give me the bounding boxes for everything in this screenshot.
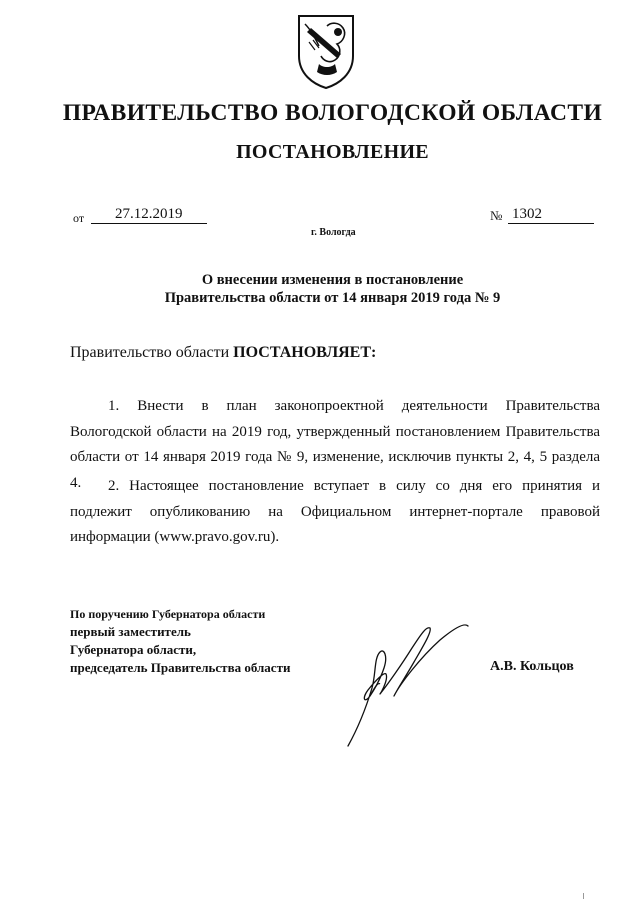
position-line-2: Губернатора области, bbox=[70, 642, 197, 657]
by-order-line: По поручению Губернатора области bbox=[70, 607, 266, 621]
document-date: 27.12.2019 bbox=[91, 206, 207, 224]
document-subject bbox=[0, 271, 640, 307]
document-type: ПОСТАНОВЛЕНИЕ bbox=[236, 141, 429, 163]
subject-line-1: О внесении изменения в постановление bbox=[201, 272, 464, 288]
position-line-1: первый заместитель bbox=[70, 624, 191, 639]
document-number: 1302 bbox=[508, 206, 594, 224]
number-label: № bbox=[490, 208, 503, 223]
subject-line-2: Правительства области от 14 января 2019 года № 9 bbox=[164, 290, 501, 306]
handwritten-signature bbox=[340, 618, 490, 753]
preamble bbox=[70, 344, 376, 362]
paragraph-2: 2. Настоящее постановление вступает в силу со дня его принятия и подлежит опубликованию на Официальном интернет-портале правовой информации (www.pravo.gov.ru). bbox=[70, 478, 600, 545]
position-line-3: председатель Правительства области bbox=[70, 660, 291, 675]
preamble-verb: ПОСТАНОВЛЯЕТ: bbox=[233, 344, 377, 361]
signatory-block bbox=[70, 605, 290, 677]
government-title: ПРАВИТЕЛЬСТВО ВОЛОГОДСКОЙ ОБЛАСТИ bbox=[62, 100, 603, 126]
city-label: г. Вологда bbox=[311, 227, 356, 238]
paragraph-1: 1. Внести в план законопроектной деятельности Правительства Вологодской области на 2019 год, утвержденный постановлением Правительства области от 14 января 2019 года № 9, изменение, исключив пункты 2, 4, 5 раздела 4. bbox=[70, 398, 600, 491]
preamble-text: Правительство области bbox=[70, 344, 234, 361]
signer-name: А.В. Кольцов bbox=[490, 659, 574, 674]
scan-mark bbox=[583, 893, 584, 899]
coat-of-arms-icon bbox=[297, 12, 355, 90]
date-prefix-label: от bbox=[73, 211, 85, 225]
